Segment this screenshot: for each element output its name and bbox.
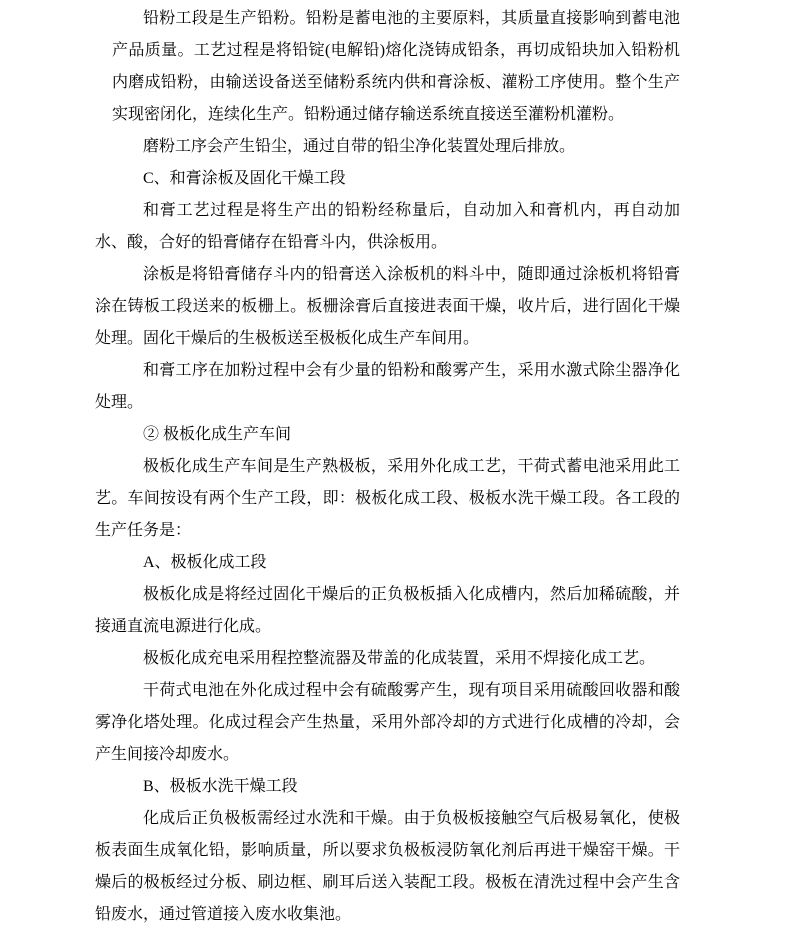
section-heading-c-paste-coating: C、和膏涂板及固化干燥工段 bbox=[143, 170, 346, 187]
paragraph-washing-drying-process: 化成后正负极板需经过水洗和干燥。由于负极板接触空气后极易氧化，使极板表面生成氧化铅，影响质量，所以要求负极板浸防氧化剂后再进干燥窑干燥。干燥后的极板经过分板、刷边框、刷耳后送入装配工段。极板在清洗过程中会产生含铅废水，通过管道接入废水收集池。 bbox=[95, 810, 680, 923]
paragraph-formation-charging-equipment: 极板化成充电采用程控整流器及带盖的化成装置，采用不焊接化成工艺。 bbox=[143, 650, 656, 667]
paragraph-plate-formation-process: 极板化成是将经过固化干燥后的正负极板插入化成槽内，然后加稀硫酸，并接通直流电源进行化成。 bbox=[95, 586, 680, 635]
section-heading-2-plate-formation-workshop: ② 极板化成生产车间 bbox=[143, 426, 292, 443]
section-heading-b-plate-washing-drying: B、极板水洗干燥工段 bbox=[143, 778, 298, 795]
paragraph-paste-mixing-process: 和膏工艺过程是将生产出的铅粉经称量后，自动加入和膏机内，再自动加水、酸，合好的铅膏储存在铅膏斗内，供涂板用。 bbox=[95, 202, 680, 251]
paragraph-milling-dust: 磨粉工序会产生铅尘，通过自带的铅尘净化装置处理后排放。 bbox=[143, 138, 576, 155]
paragraph-acid-mist-cooling: 干荷式电池在外化成过程中会有硫酸雾产生，现有项目采用硫酸回收器和酸雾净化塔处理。化成过程会产生热量，采用外部冷却的方式进行化成槽的冷却，会产生间接冷却废水。 bbox=[95, 682, 680, 763]
section-heading-a-plate-formation: A、极板化成工段 bbox=[143, 554, 267, 571]
paragraph-lead-powder-intro: 铅粉工段是生产铅粉。铅粉是蓄电池的主要原料，其质量直接影响到蓄电池产品质量。工艺过程是将铅锭(电解铅)熔化浇铸成铅条，再切成铅块加入铅粉机内磨成铅粉，由输送设备送至储粉系统内供和膏涂板、灌粉工序使用。整个生产实现密闭化，连续化生产。铅粉通过储存输送系统直接送至灌粉机灌粉。 bbox=[112, 10, 680, 123]
paragraph-formation-workshop-overview: 极板化成生产车间是生产熟极板，采用外化成工艺，干荷式蓄电池采用此工艺。车间按设有两个生产工段，即：极板化成工段、极板水洗干燥工段。各工段的生产任务是： bbox=[95, 458, 680, 539]
paragraph-plate-coating-process: 涂板是将铅膏储存斗内的铅膏送入涂板机的料斗中，随即通过涂板机将铅膏涂在铸板工段送来的板栅上。板栅涂膏后直接进表面干燥，收片后，进行固化干燥处理。固化干燥后的生极板送至极板化成生产车间用。 bbox=[95, 266, 680, 347]
paragraph-paste-dust-treatment: 和膏工序在加粉过程中会有少量的铅粉和酸雾产生，采用水激式除尘器净化处理。 bbox=[95, 362, 680, 411]
